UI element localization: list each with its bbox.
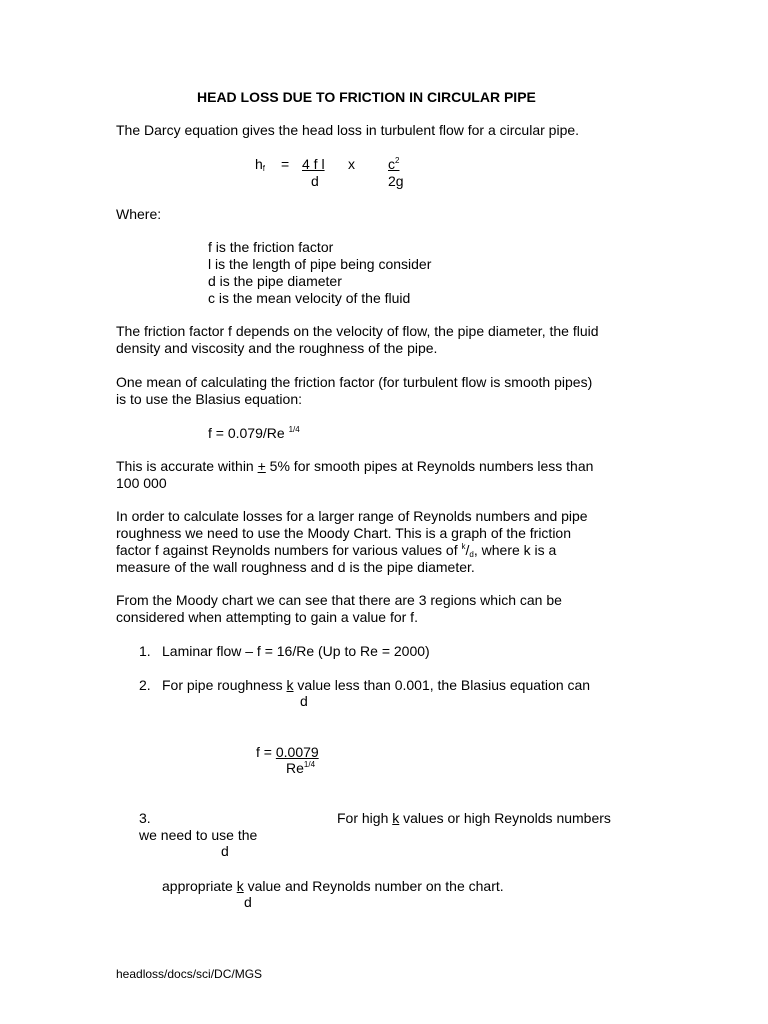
list-number: 1. <box>139 643 151 659</box>
definition-item: c is the mean velocity of the fluid <box>208 290 411 306</box>
list-text: we need to use the <box>139 827 258 843</box>
intro-paragraph: The Darcy equation gives the head loss in turbulent flow for a circular pipe. <box>116 122 580 138</box>
paragraph-line: measure of the wall roughness and d is the pipe diameter. <box>116 559 475 575</box>
where-label: Where: <box>116 206 162 222</box>
paragraph-line: is to use the Blasius equation: <box>116 391 303 407</box>
list-text: Laminar flow – f = 16/Re (Up to Re = 2000) <box>162 643 430 659</box>
paragraph-line: The friction factor f depends on the velocity of flow, the pipe diameter, the fluid <box>116 323 599 339</box>
fraction-denominator: d <box>244 894 252 910</box>
definition-item: d is the pipe diameter <box>208 273 342 289</box>
darcy-numerator-1: 4 f l <box>302 156 325 172</box>
darcy-denominator-2: 2g <box>388 173 404 189</box>
list-number: 3. <box>139 810 151 826</box>
fraction-denominator: d <box>221 843 229 859</box>
paragraph-line: density and viscosity and the roughness of the pipe. <box>116 340 438 356</box>
paragraph-line: 100 000 <box>116 475 167 491</box>
plus-minus-sign: + <box>257 458 266 474</box>
definition-item: f is the friction factor <box>208 239 334 255</box>
paragraph-line: roughness we need to use the Moody Chart. This is a graph of the friction <box>116 525 571 541</box>
list-text: appropriate k value and Reynolds number on the chart. <box>162 878 504 894</box>
paragraph-line: This is accurate within + 5% for smooth pipes at Reynolds numbers less than <box>116 458 594 474</box>
fraction-denominator: d <box>300 693 308 709</box>
list-text: For pipe roughness k value less than 0.001, the Blasius equation can <box>162 677 591 693</box>
list-number: 2. <box>139 677 151 693</box>
paragraph-line: considered when attempting to gain a value for f. <box>116 609 418 625</box>
page-title: HEAD LOSS DUE TO FRICTION IN CIRCULAR PIPE <box>197 89 536 105</box>
darcy-denominator-1: d <box>311 173 319 189</box>
darcy-equals: = <box>281 156 290 172</box>
equation-denominator: $Re^{1/4}$ <box>286 760 316 776</box>
list-text: For high k values or high Reynolds numbers <box>337 810 611 826</box>
paragraph-line: In order to calculate losses for a larger range of Reynolds numbers and pipe <box>116 508 588 524</box>
blasius-equation: f = 0.079/Re $^{1/4}$ <box>208 425 300 441</box>
paragraph-line: factor f against Reynolds numbers for various values of $^k/_d$, where k is a <box>116 542 557 559</box>
page-footer: headloss/docs/sci/DC/MGS <box>116 967 263 981</box>
definition-item: l is the length of pipe being consider <box>208 256 432 272</box>
darcy-lhs: $h_f$ <box>255 156 266 173</box>
equation-lhs: f = 0.0079 <box>256 744 319 760</box>
darcy-times: x <box>348 156 355 172</box>
paragraph-line: One mean of calculating the friction factor (for turbulent flow is smooth pipes) <box>116 374 593 390</box>
paragraph-line: From the Moody chart we can see that there are 3 regions which can be <box>116 592 562 608</box>
darcy-numerator-2: $c^2$ <box>388 156 400 172</box>
